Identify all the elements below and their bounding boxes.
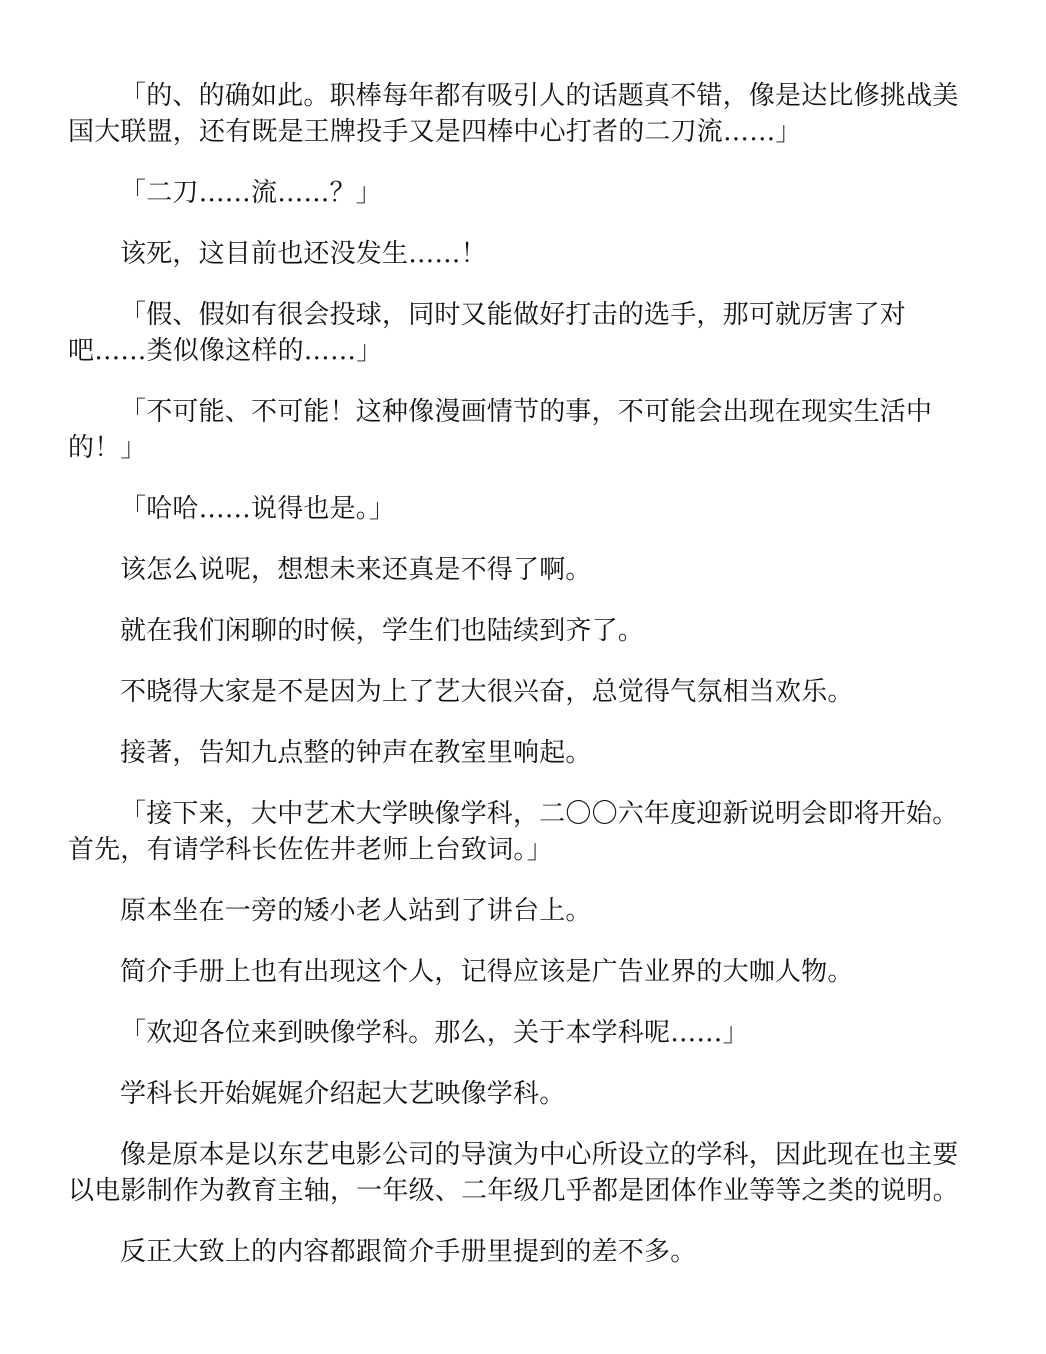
paragraph: 「欢迎各位来到映像学科。那么，关于本学科呢……」 [120,1018,749,1048]
paragraph: 反正大致上的内容都跟简介手册里提到的差不多。 [120,1237,697,1267]
paragraph: 该怎么说呢，想想未来还真是不得了啊。 [120,555,592,585]
paragraph: 学科长开始娓娓介绍起大艺映像学科。 [120,1079,566,1109]
paragraph: 「不可能、不可能！这种像漫画情节的事，不可能会出现在现实生活中的！」 [68,397,933,463]
paragraph: 「的、的确如此。职棒每年都有吸引人的话题真不错，像是达比修挑战美国大联盟，还有既是王牌投手又是四棒中心打者的二刀流……」 [68,81,959,147]
paragraph: 「二刀……流……？」 [120,178,383,208]
paragraph: 「哈哈……说得也是。」 [120,494,396,524]
paragraph: 不晓得大家是不是因为上了艺大很兴奋，总觉得气氛相当欢乐。 [120,677,854,707]
paragraph: 就在我们闲聊的时候，学生们也陆续到齐了。 [120,616,645,646]
paragraph: 简介手册上也有出现这个人，记得应该是广告业界的大咖人物。 [120,957,854,987]
paragraph: 接著，告知九点整的钟声在教室里响起。 [120,738,592,768]
paragraph: 原本坐在一旁的矮小老人站到了讲台上。 [120,896,592,926]
document-page [68,78,978,1295]
paragraph: 像是原本是以东艺电影公司的导演为中心所设立的学科，因此现在也主要以电影制作为教育主轴，一年级、二年级几乎都是团体作业等等之类的说明。 [68,1140,959,1206]
paragraph: 该死，这目前也还没发生……！ [120,239,487,269]
paragraph: 「假、假如有很会投球，同时又能做好打击的选手，那可就厉害了对吧……类似像这样的……」 [68,300,907,366]
paragraph: 「接下来，大中艺术大学映像学科，二〇〇六年度迎新说明会即将开始。首先，有请学科长佐佐井老师上台致词。」 [68,799,959,865]
